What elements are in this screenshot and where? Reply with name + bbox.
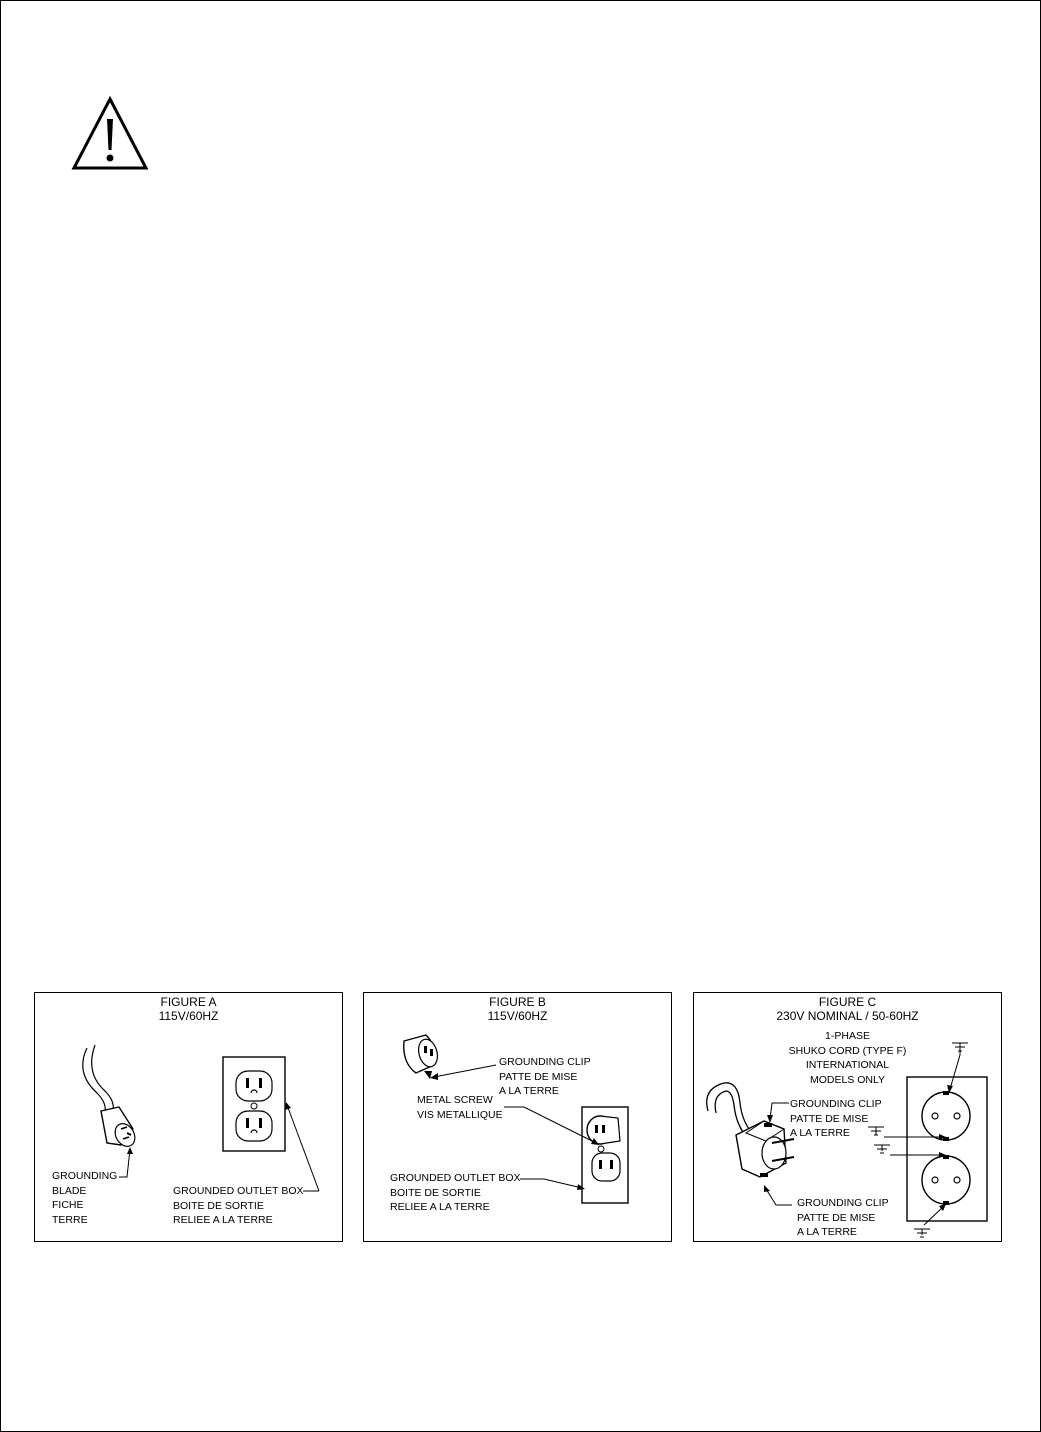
figure-b-title: FIGURE B (489, 995, 546, 1009)
figure-b-clip-label: GROUNDING CLIP PATTE DE MISE A LA TERRE (499, 1056, 591, 1097)
figure-c-title: FIGURE C (818, 995, 877, 1009)
figure-b (363, 992, 672, 1242)
warning-icon (70, 95, 150, 173)
figure-c-clip-label-bottom: GROUNDING CLIP PATTE DE MISE A LA TERRE (797, 1197, 889, 1238)
figure-b-outlet-label: GROUNDED OUTLET BOX BOITE DE SORTIE RELIEE A LA TERRE (390, 1172, 521, 1213)
figure-c-subtitle: 230V NOMINAL / 50-60HZ (776, 1009, 919, 1023)
figure-b-screw-label: METAL SCREW VIS METALLIQUE (417, 1094, 503, 1121)
figure-a-blade-label: GROUNDING BLADE FICHE TERRE (52, 1170, 118, 1226)
figure-c-clip-label-top: GROUNDING CLIP PATTE DE MISE A LA TERRE (790, 1098, 882, 1139)
figure-c (693, 992, 1002, 1242)
figure-a (34, 992, 343, 1242)
figure-b-subtitle: 115V/60HZ (487, 1009, 548, 1023)
figure-a-subtitle: 115V/60HZ (158, 1009, 219, 1023)
figure-a-title: FIGURE A (160, 995, 217, 1009)
figure-c-header: 1-PHASE SHUKO CORD (TYPE F) INTERNATIONAL MODELS ONLY (788, 1030, 907, 1086)
figure-a-outlet-label: GROUNDED OUTLET BOX BOITE DE SORTIE RELIEE A LA TERRE (173, 1185, 304, 1226)
